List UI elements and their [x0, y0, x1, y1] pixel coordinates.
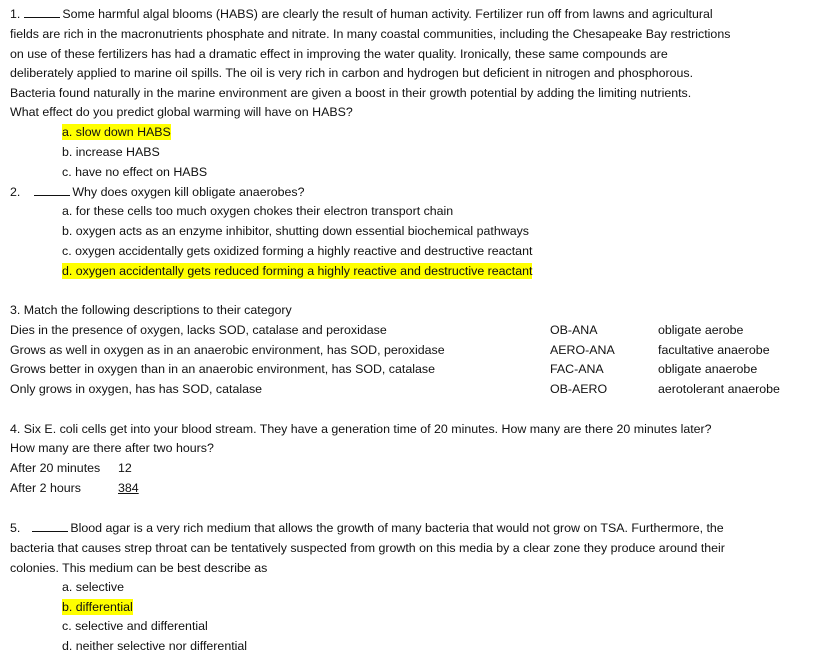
q4-answer-2-value[interactable]: 384 [118, 481, 139, 495]
q4-line1: 4. Six E. coli cells get into your blood stream. They have a generation time of 20 minutes. How many are there 20 minutes later? [10, 422, 712, 436]
q2-option-a[interactable]: a. for these cells too much oxygen chokes their electron transport chain [62, 204, 454, 218]
q3-desc-2: Grows as well in oxygen as in an anaerobic environment, has SOD, peroxidase [10, 343, 445, 357]
q5-number: 5. [10, 521, 21, 535]
q1-text-line1: Some harmful algal blooms (HABS) are clearly the result of human activity. Fertilizer run off from lawns and agricultural [62, 7, 713, 21]
q1-line5: Bacteria found naturally in the marine environment are given a boost in their growth potential by adding the limiting nutrients. [10, 86, 692, 100]
q3-category-3: obligate anaerobe [658, 362, 758, 376]
q4-line2: How many are there after two hours? [10, 441, 214, 455]
q3-code-2[interactable]: AERO-ANA [550, 343, 615, 357]
q2-stem: Why does oxygen kill obligate anaerobes? [72, 185, 305, 199]
q3-desc-3: Grows better in oxygen than in an anaerobic environment, has SOD, catalase [10, 362, 435, 376]
q5-option-d[interactable]: d. neither selective nor differential [62, 639, 248, 653]
q2-option-b[interactable]: b. oxygen acts as an enzyme inhibitor, shutting down essential biochemical pathways [62, 224, 529, 238]
q4-answer-1-label: After 20 minutes [10, 461, 101, 475]
q1-option-b[interactable]: b. increase HABS [62, 145, 160, 159]
q3-desc-1: Dies in the presence of oxygen, lacks SOD, catalase and peroxidase [10, 323, 387, 337]
q1-line2: fields are rich in the macronutrients phosphate and nitrate. In many coastal communities, including the Chesapeake Bay restrictions [10, 27, 731, 41]
q1-line4: deliberately applied to marine oil spills. The oil is very rich in carbon and hydrogen but deficient in nitrogen and phosphorous. [10, 66, 694, 80]
q2-stem-line [10, 184, 304, 200]
q2-option-c[interactable]: c. oxygen accidentally gets oxidized forming a highly reactive and destructive reactant [62, 244, 533, 258]
q5-option-a[interactable]: a. selective [62, 580, 124, 594]
q2-answer-blank[interactable] [34, 184, 70, 196]
q5-line2: bacteria that causes strep throat can be tentatively suspected from growth on this media by a clear zone they produce around their [10, 541, 725, 555]
q2-number: 2. [10, 185, 21, 199]
q3-category-1: obligate aerobe [658, 323, 744, 337]
q5-text-line1: Blood agar is a very rich medium that allows the growth of many bacteria that would not grow on TSA. Furthermore, the [70, 521, 724, 535]
q3-code-4[interactable]: OB-AERO [550, 382, 608, 396]
q1-option-c[interactable]: c. have no effect on HABS [62, 165, 208, 179]
q1-line3: on use of these fertilizers has had a dramatic effect in improving the water quality. Ironically, these same compounds are [10, 47, 668, 61]
q1-answer-blank[interactable] [24, 6, 60, 18]
q1-number: 1. [10, 7, 21, 21]
q4-answer-1-value[interactable]: 12 [118, 461, 132, 475]
q3-stem: 3. Match the following descriptions to their category [10, 303, 292, 317]
q3-code-3[interactable]: FAC-ANA [550, 362, 604, 376]
q2-option-d[interactable]: d. oxygen accidentally gets reduced forming a highly reactive and destructive reactant [62, 264, 533, 278]
q3-code-1[interactable]: OB-ANA [550, 323, 598, 337]
q3-desc-4: Only grows in oxygen, has has SOD, catalase [10, 382, 263, 396]
q3-category-4: aerotolerant anaerobe [658, 382, 780, 396]
q5-answer-blank[interactable] [32, 520, 68, 532]
q4-answer-2-label: After 2 hours [10, 481, 81, 495]
q3-category-2: facultative anaerobe [658, 343, 770, 357]
q1-line1 [10, 6, 713, 22]
q5-line3: colonies. This medium can be best describe as [10, 561, 268, 575]
q5-option-b[interactable]: b. differential [62, 600, 133, 614]
q1-line6: What effect do you predict global warming will have on HABS? [10, 105, 353, 119]
q5-option-c[interactable]: c. selective and differential [62, 619, 208, 633]
q5-line1 [10, 520, 724, 536]
q1-option-a[interactable]: a. slow down HABS [62, 125, 171, 139]
